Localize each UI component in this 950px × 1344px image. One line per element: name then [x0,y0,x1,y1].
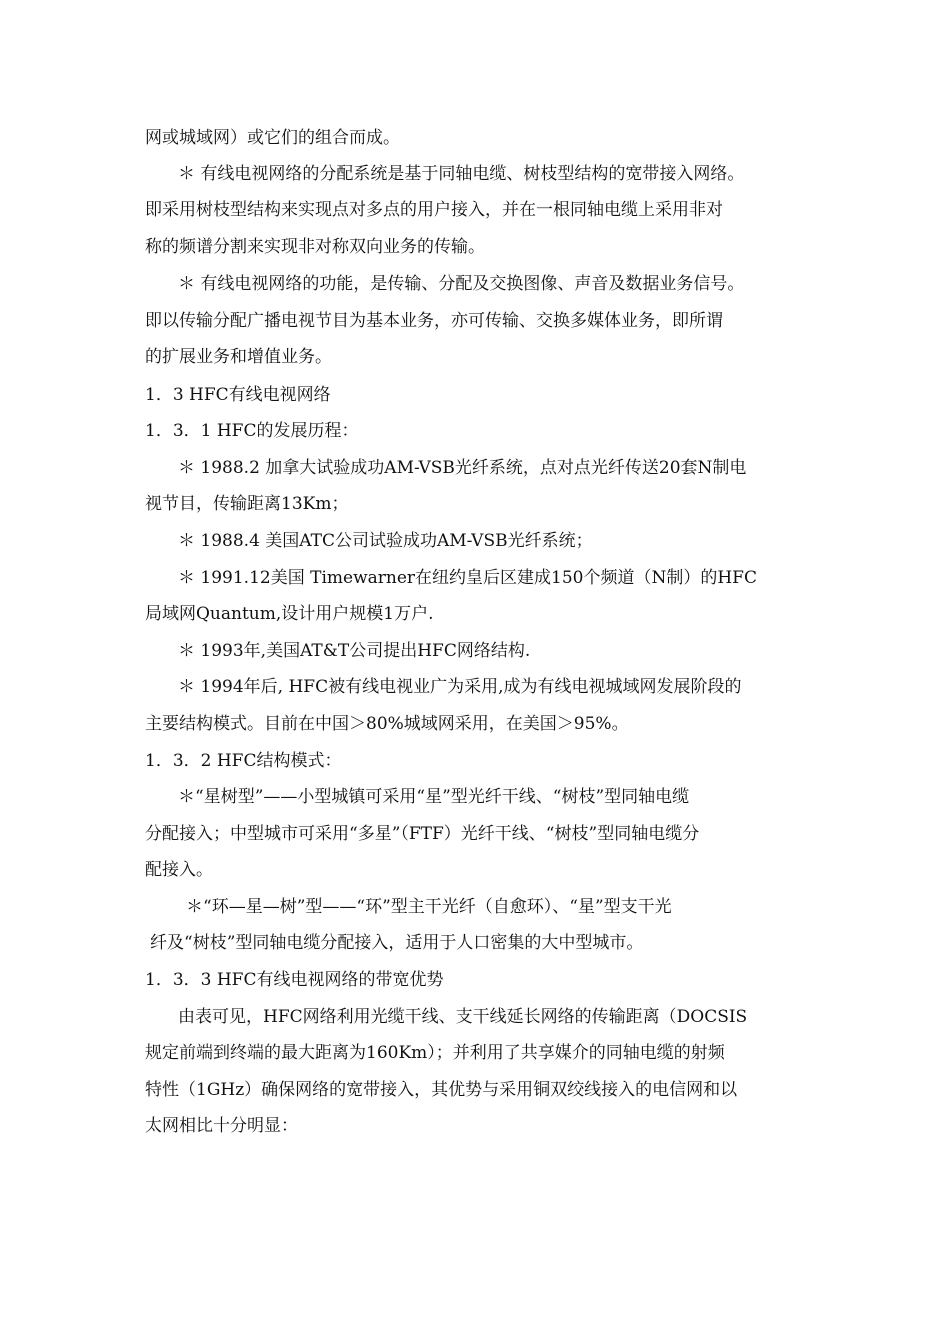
text-line: ＊ 1988.2 加拿大试验成功AM-VSB光纤系统，点对点光纤传送20套N制电 [178,458,747,478]
text-line: 纤及“树枝”型同轴电缆分配接入，适用于人口密集的大中型城市。 [150,933,644,953]
text-line: 的扩展业务和增值业务。 [145,347,332,367]
text-line: 分配接入；中型城市可采用“多星”（FTF）光纤干线、“树枝”型同轴电缆分 [145,824,700,844]
subsection-heading: 1．3．2 HFC结构模式： [145,751,342,771]
subsection-heading: 1．3．1 HFC的发展历程： [145,421,359,441]
subsection-heading: 1．3．3 HFC有线电视网络的带宽优势 [145,970,444,990]
text-line: 特性（1GHz）确保网络的宽带接入，其优势与采用铜双绞线接入的电信网和以 [145,1080,738,1100]
text-line: 配接入。 [145,860,213,880]
text-line: 太网相比十分明显： [145,1116,298,1136]
text-line: ＊ 有线电视网络的分配系统是基于同轴电缆、树枝型结构的宽带接入网络。 [178,164,745,184]
text-line: ＊ 1991.12美国 Timewarner在纽约皇后区建成150个频道（N制）的HFC [178,568,757,588]
text-line: 网或城域网）或它们的组合而成。 [145,128,400,148]
text-line: ＊ 有线电视网络的功能，是传输、分配及交换图像、声音及数据业务信号。 [178,274,745,294]
text-line: 规定前端到终端的最大距离为160Km）；并利用了共享媒介的同轴电缆的射频 [145,1043,725,1063]
text-line: ＊“环—星—树”型——“环”型主干光纤（自愈环）、“星”型支干光 [186,897,672,917]
text-line: ＊ 1994年后, HFC被有线电视业广为采用,成为有线电视城域网发展阶段的 [178,677,742,697]
text-line: 由表可见，HFC网络利用光缆干线、支干线延长网络的传输距离（DOCSIS [178,1007,748,1027]
text-line: 局域网Quantum,设计用户规模1万户. [145,604,434,624]
section-heading: 1．3 HFC有线电视网络 [145,385,331,405]
text-line: ＊“星树型”——小型城镇可采用“星”型光纤干线、“树枝”型同轴电缆 [178,787,690,807]
text-line: ＊ 1988.4 美国ATC公司试验成功AM-VSB光纤系统； [178,531,593,551]
text-line: 即以传输分配广播电视节目为基本业务，亦可传输、交换多媒体业务，即所谓 [145,311,723,331]
text-line: 即采用树枝型结构来实现点对多点的用户接入，并在一根同轴电缆上采用非对 [145,200,723,220]
text-line: 主要结构模式。目前在中国＞80%城域网采用，在美国＞95%。 [145,714,629,734]
text-line: 称的频谱分割来实现非对称双向业务的传输。 [145,237,485,257]
text-line: ＊ 1993年,美国AT&T公司提出HFC网络结构. [178,641,531,661]
text-line: 视节目，传输距离13Km； [145,494,349,514]
